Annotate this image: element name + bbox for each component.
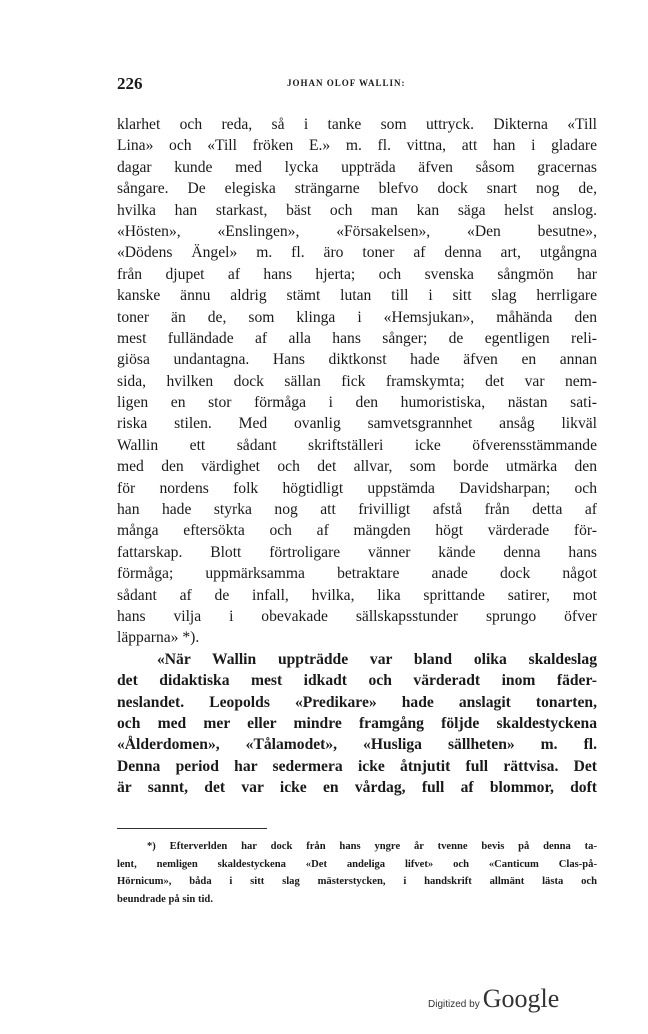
digitized-watermark [428, 984, 559, 1024]
text-line: han hade styrka nog att frivilligt afstå från detta af [117, 501, 597, 519]
text-line: Lina» och «Till fröken E.» m. fl. vittna, att han i gladare [117, 137, 597, 155]
footnote-line: *) Efterverlden har dock från hans yngre år tvenne bevis på denna ta- [147, 841, 597, 852]
text-line: sångare. De elegiska strängarne blefvo dock snart nog de, [117, 180, 597, 198]
text-line: sida, hvilken dock sällan fick framskymta; det var nem- [117, 372, 597, 390]
body-text [117, 114, 597, 799]
text-line: «Ålderdomen», «Tålamodet», «Husliga sällheten» m. fl. [117, 736, 597, 754]
footnote-line: Hörnicum», båda i sitt slag mästerstycken, i handskrift allmänt lästa och [117, 876, 597, 888]
footnote-line: lent, nemligen skaldestyckena «Det andeliga lifvet» och «Canticum Clas-på- [117, 858, 597, 870]
footnote-divider [117, 828, 267, 829]
text-line: sådant af de infall, hvilka, lika sprittande satirer, mot [117, 586, 597, 604]
page-number: 226 [117, 74, 143, 93]
page-header [117, 74, 597, 98]
text-line: det didaktiska mest idkadt och värderadt inom fäder- [117, 672, 597, 690]
text-line: kanske ännu aldrig stämt lutan till i sitt slag herrligare [117, 287, 597, 305]
text-line: dagar kunde med lycka uppträda äfven såsom gracernas [117, 158, 597, 176]
footnote [117, 838, 597, 908]
text-line: klarhet och reda, så i tanke som uttryck. Dikterna «Till [117, 116, 597, 133]
text-line: toner än de, som klinga i «Hemsjukan», måhända den [117, 308, 597, 326]
text-line: neslandet. Leopolds «Predikare» hade anslagit tonarten, [117, 693, 597, 711]
text-line: förmåga; uppmärksamma betraktare anade dock något [117, 565, 597, 583]
watermark-logo-text: Google [482, 984, 560, 1013]
text-line: «När Wallin uppträdde var bland olika skaldeslag [157, 650, 597, 668]
text-line: med den värdighet och det allvar, som borde utmärka den [117, 458, 597, 476]
text-line: riska stilen. Med ovanlig samvetsgrannhet ansåg likväl [117, 415, 597, 433]
text-line: «Dödens Ängel» m. fl. äro toner af denna art, utgångna [117, 244, 597, 262]
text-line: är sannt, det var icke en vårdag, full af blommor, doft [117, 779, 597, 797]
text-line: ligen en stor förmåga i den humoristiska, nästan sati- [117, 394, 597, 412]
running-head: JOHAN OLOF WALLIN: [287, 78, 406, 88]
text-line: för nordens folk högtidligt uppstämda Davidsharpan; och [117, 479, 597, 497]
text-line: hans vilja i obevakade sällskapsstunder sprungo öfver [117, 607, 597, 625]
watermark-small-text: Digitized by [428, 999, 480, 1010]
text-line: fattarskap. Blott förtroligare vänner kände denna hans [117, 543, 597, 561]
text-line: hvilka han starkast, bäst och man kan säga helst anslog. [117, 201, 597, 219]
text-line: många eftersökta och af mängden högt värderade för- [117, 522, 597, 540]
text-line: läpparna» *). [117, 629, 200, 647]
text-line: Wallin ett sådant skriftställeri icke öfverensstämmande [117, 436, 597, 454]
text-line: mest fulländade af alla hans sånger; de egentligen reli- [117, 329, 597, 347]
text-line: «Hösten», «Enslingen», «Försakelsen», «Den besutne», [117, 222, 597, 240]
text-line: och med mer eller mindre framgång följde skaldestyckena [117, 714, 597, 732]
text-line: Denna period har sedermera icke åtnjutit full rättvisa. Det [117, 757, 597, 775]
text-line: från djupet af hans hjerta; och svenska sångmön har [117, 265, 597, 283]
text-line: giösa undantagna. Hans diktkonst hade äfven en annan [117, 351, 597, 369]
footnote-line: beundrade på sin tid. [117, 893, 213, 905]
